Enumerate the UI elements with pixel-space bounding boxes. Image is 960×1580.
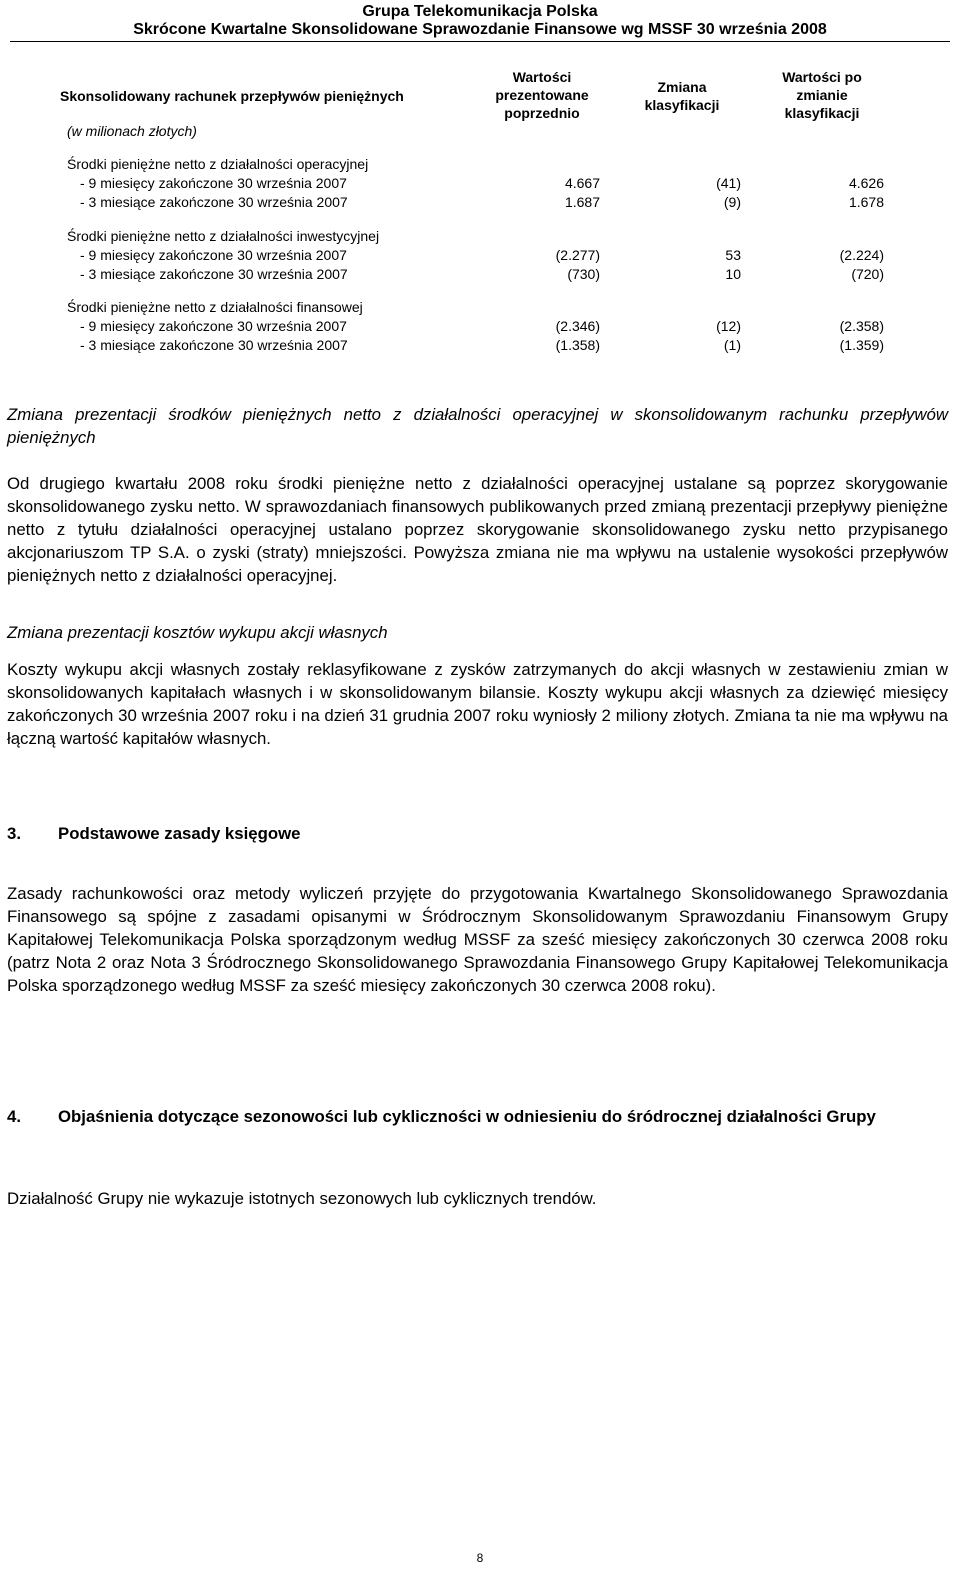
buyback-title: Zmiana prezentacji kosztów wykupu akcji własnych (7, 623, 388, 642)
row-label: - 3 miesiące zakończone 30 września 2007 (80, 337, 348, 353)
cell-value: (41) (716, 175, 741, 191)
cell-value: 53 (725, 247, 741, 263)
group-label-investing: Środki pieniężne netto z działalności inwestycyjnej (67, 228, 380, 244)
cell-value: 1.678 (848, 194, 884, 210)
page-number: 8 (476, 1551, 484, 1565)
cell-value: (12) (716, 318, 741, 334)
cell-value: (730) (567, 266, 600, 282)
header-divider (10, 41, 950, 42)
cell-value: (2.358) (839, 318, 884, 334)
header-company: Grupa Telekomunikacja Polska (362, 3, 598, 20)
row-label: - 9 miesięcy zakończone 30 września 2007 (80, 247, 347, 263)
column-header-after: Wartości po zmianie klasyfikacji (782, 69, 862, 121)
section-3-text: Zasady rachunkowości oraz metody wyliczeń przyjęte do przygotowania Kwartalnego Skonsolidowanego Sprawozdania Finansowego są spójne z zasadami opisanymi w Śródrocznym Skonsolidowanym Sprawozdaniu Finansowym Grupy Kapitałowej Telekomunikacja Polska sporządzonym według MSSF za sześć miesięcy zakończonych 30 czerwca 2008 roku (patrz Nota 2 oraz Nota 3 Śródrocznego Skonsolidowanego Sprawozdania Finansowego Grupy Kapitałowej Telekomunikacja Polska sporządzonego według MSSF za sześć miesięcy zakończonych 30 czerwca 2008 roku). (7, 884, 948, 995)
row-label: - 3 miesiące zakończone 30 września 2007 (80, 266, 348, 282)
row-label: - 9 miesięcy zakończone 30 września 2007 (80, 318, 347, 334)
cell-value: (1.358) (555, 337, 600, 353)
cell-value: (1.359) (839, 337, 884, 353)
header-report-title: Skrócone Kwartalne Skonsolidowane Sprawozdanie Finansowe wg MSSF 30 września 2008 (133, 21, 827, 38)
section-number: 3. (7, 824, 21, 843)
buyback-text: Koszty wykupu akcji własnych zostały reklasyfikowane z zysków zatrzymanych do akcji własnych w zestawieniu zmian w skonsolidowanych kapitałach własnych i w skonsolidowanym bilansie. Koszty wykupu akcji własnych za dziewięć miesięcy zakończonych 30 września 2007 roku i na dzień 31 grudnia 2007 roku wyniosły 2 miliony złotych. Zmiana ta nie ma wpływu na łączną wartość kapitałów własnych. (7, 660, 948, 748)
cell-value: 4.667 (564, 175, 600, 191)
cell-value: (1) (723, 337, 741, 353)
cashflow-change-text: Od drugiego kwartału 2008 roku środki pieniężne netto z działalności operacyjnej ustalane są poprzez skorygowanie skonsolidowanego zysku netto. W sprawozdaniach finansowych publikowanych przed zmianą prezentacji przepływy pieniężne netto z tytułu działalności operacyjnej ustalano poprzez skorygowanie skonsolidowanego zysku netto przypisanego akcjonariuszom TP S.A. o zyski (straty) mniejszości. Powyższa zmiana nie ma wpływu na ustalenie wysokości przepływów pieniężnych netto z działalności operacyjnej. (7, 474, 948, 585)
cashflow-change-title: Zmiana prezentacji środków pieniężnych netto z działalności operacyjnej w skonsolidowanym rachunku przepływów pieniężnych (7, 405, 948, 447)
row-label: - 9 miesięcy zakończone 30 września 2007 (80, 175, 347, 191)
cell-value: (2.277) (555, 247, 600, 263)
cell-value: (9) (723, 194, 741, 210)
group-label-financing: Środki pieniężne netto z działalności finansowej (67, 299, 363, 315)
cell-value: 1.687 (564, 194, 600, 210)
section-title: Objaśnienia dotyczące sezonowości lub cykliczności w odniesieniu do śródrocznej działalności Grupy (58, 1107, 876, 1126)
group-label-operating: Środki pieniężne netto z działalności operacyjnej (67, 156, 369, 172)
section-title: Podstawowe zasady księgowe (58, 824, 301, 843)
section-4-text: Działalność Grupy nie wykazuje istotnych sezonowych lub cyklicznych trendów. (7, 1189, 597, 1208)
section-number: 4. (7, 1107, 21, 1126)
table-title: Skonsolidowany rachunek przepływów pieniężnych (60, 88, 404, 104)
table-unit: (w milionach złotych) (67, 123, 197, 139)
column-header-change: Zmiana klasyfikacji (644, 79, 720, 113)
row-label: - 3 miesiące zakończone 30 września 2007 (80, 194, 348, 210)
cell-value: 4.626 (848, 175, 884, 191)
cell-value: (720) (851, 266, 884, 282)
column-header-previous: Wartości prezentowane poprzednio (495, 69, 589, 121)
cell-value: (2.346) (555, 318, 600, 334)
cell-value: 10 (725, 266, 741, 282)
cell-value: (2.224) (839, 247, 884, 263)
